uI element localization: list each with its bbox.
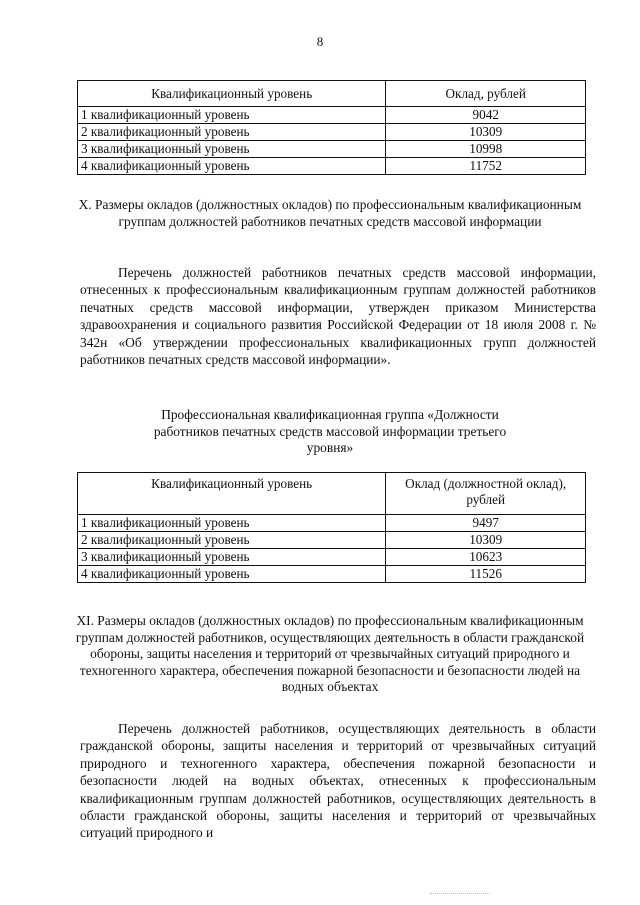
level-cell: 2 квалификационный уровень <box>78 532 386 549</box>
salary-cell: 9042 <box>386 107 586 124</box>
salary-cell: 9497 <box>386 515 586 532</box>
column-header-salary: Оклад (должностной оклад), рублей <box>386 473 586 515</box>
table-row <box>78 107 586 124</box>
column-header-salary: Оклад, рублей <box>386 81 586 107</box>
section-11-paragraph: Перечень должностей работников, осуществляющих деятельность в области гражданской обороны, защиты населения и территорий от чрезвычайных ситуаций природного и техногенного характера, обеспечения пожарной безопасности и безопасности людей на водных объектах, отнесенных к профессиональным квалификационным группам должностей работников, осуществляющих деятельность в области гражданской обороны, защиты населения и территорий от чрезвычайных ситуаций природного и <box>80 721 596 841</box>
column-header-level: Квалификационный уровень <box>78 473 386 515</box>
page-number: 8 <box>316 34 324 49</box>
salary-table-1 <box>77 80 586 175</box>
salary-cell: 10623 <box>386 549 586 566</box>
table-header-row <box>78 81 586 107</box>
table-row <box>78 124 586 141</box>
level-cell: 1 квалификационный уровень <box>78 107 386 124</box>
salary-table-2 <box>77 472 586 583</box>
table-row <box>78 515 586 532</box>
table-row <box>78 532 586 549</box>
level-cell: 3 квалификационный уровень <box>78 141 386 158</box>
salary-cell: 10998 <box>386 141 586 158</box>
table-row <box>78 141 586 158</box>
level-cell: 4 квалификационный уровень <box>78 566 386 583</box>
table-header-row <box>78 473 586 515</box>
level-cell: 4 квалификационный уровень <box>78 158 386 175</box>
level-cell: 1 квалификационный уровень <box>78 515 386 532</box>
level-cell: 3 квалификационный уровень <box>78 549 386 566</box>
qualification-group-title: Профессиональная квалификационная группа «Должности работников печатных средств массовой информации третьего уровня» <box>153 407 507 455</box>
salary-cell: 11752 <box>386 158 586 175</box>
salary-cell: 11526 <box>386 566 586 583</box>
level-cell: 2 квалификационный уровень <box>78 124 386 141</box>
section-11-heading: XI. Размеры окладов (должностных окладов) по профессиональным квалификационным группам должностей работников, осуществляющих деятельность в области гражданской обороны, защиты населения и территорий от чрезвычайных ситуаций природного и техногенного характера, обеспечения пожарной безопасности и безопасности людей на водных объектах <box>75 613 585 694</box>
salary-cell: 10309 <box>386 532 586 549</box>
section-10-heading: X. Размеры окладов (должностных окладов) по профессиональным квалификационным группам должностей работников печатных средств массовой информации <box>78 197 582 229</box>
table-row <box>78 566 586 583</box>
table-row <box>78 549 586 566</box>
table-row <box>78 158 586 175</box>
scan-artifact <box>430 893 490 897</box>
section-10-paragraph: Перечень должностей работников печатных средств массовой информации, отнесенных к профессиональным квалификационным группам должностей работников печатных средств массовой информации, утвержден приказом Министерства здравоохранения и социального развития Российской Федерации от 18 июля 2008 г. № 342н «Об утверждении профессиональных квалификационных групп должностей работников печатных средств массовой информации». <box>80 265 596 368</box>
column-header-level: Квалификационный уровень <box>78 81 386 107</box>
salary-cell: 10309 <box>386 124 586 141</box>
